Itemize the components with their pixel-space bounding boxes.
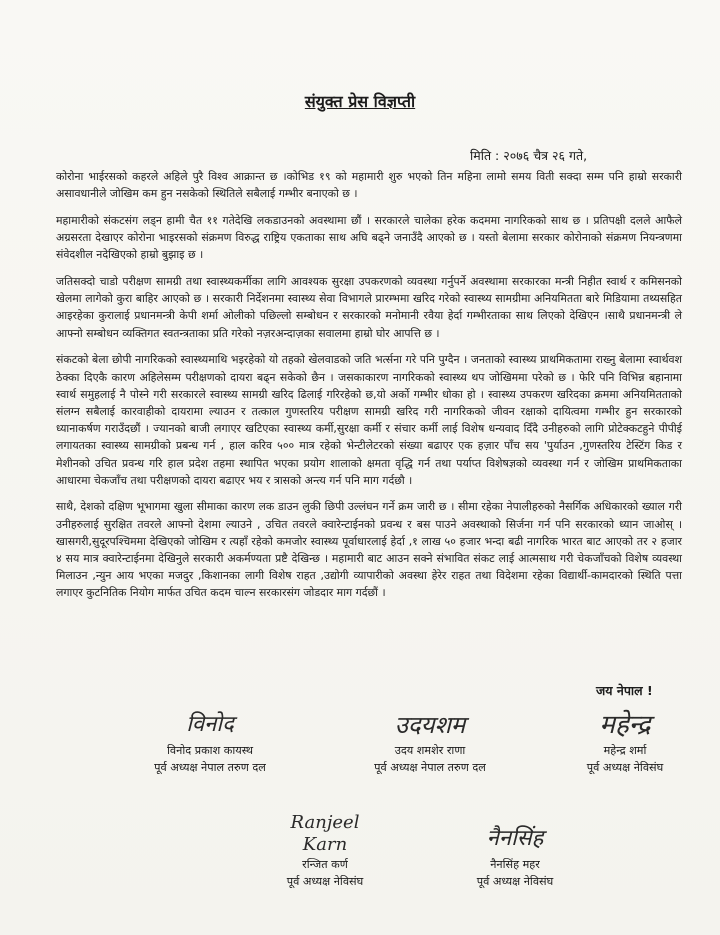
handwritten-signature: विनोद bbox=[186, 712, 234, 737]
document-title: संयुक्त प्रेस विज्ञप्ती bbox=[304, 92, 416, 111]
signatory-role: पूर्व अध्यक्ष नेपाल तरुण दल bbox=[154, 761, 266, 774]
paragraph: महामारीको संकटसंग लड्न हामी चैत ११ गतेदेखि लकडाउनको अवस्थामा छौं । सरकारले चालेका हरेक कदममा नागरिकको साथ छ । प्रतिपक्षी दलले आफैले अग्रसरता देखाएर कोरोना भाइरसको संक्रमण विरुद्ध राष्ट्रिय एकताका साथ अघि बढ्ने जनाउँदै आएको छ । यस्तो बेलामा सरकार कोरोनाको संक्रमण नियन्त्रणमा संवेदशील नदेखिएको हाम्रो बुझाइ छ । bbox=[56, 213, 682, 262]
signatory-name: उदय शमशेर राणा bbox=[394, 744, 466, 757]
paragraph: जतिसक्दो चाडो परीक्षण सामग्री तथा स्वास्थ्यकर्मीका लागि आवश्यक सुरक्षा उपकरणको व्यवस्था गर्नुपर्ने अवस्थामा सरकारका मन्त्री निहीत स्वार्थ र कमिसनको खेलमा लागेको कुरा बाहिर आएको छ । सरकारी निर्देशनमा स्वास्थ्य सेवा विभागले प्रारम्भमा खरिद गरेको स्वास्थ्य सामग्रीमा अनियमितता बारे मिडियामा तथ्यसहित आइरहेका कुरालाई प्रधानमन्त्री केपी शर्मा ओलीको पछिल्लो सम्बोधन र सरकारको मनोमानी रवैया हेर्दा गम्भीरताका साथ लिएको देखिएन ।साथै प्रधानमन्त्री ले आफ्नो सम्बोधन व्यक्तिगत स्वतन्त्रताका प्रति गरेको नज़रअन्दाज़का सवालमा हाम्रो घोर आपत्ति छ । bbox=[56, 275, 682, 340]
sign-off: जय नेपाल ! bbox=[596, 683, 653, 698]
handwritten-signature: Ranjeel Karn bbox=[290, 812, 360, 855]
signatory-role: पूर्व अध्यक्ष नेविसंघ bbox=[476, 875, 554, 888]
signatory-block bbox=[110, 708, 310, 776]
paragraph: साथै, देशको दक्षिण भूभागमा खुला सीमाका कारण लक डाउन लुकी छिपी उल्लंघन गर्ने क्रम जारी छ । सीमा रहेका नेपालीहरुको नैसर्गिक अधिकारको ख्याल गरी उनीहरुलाई सुरक्षित तवरले आफ्नो देशमा ल्याउने , उचित तवरले क्वारेन्टाईनको प्रवन्ध र बस पाउने अवस्थाको सिर्जना गर्न पनि सरकारको ध्यान जाओस् । खासगरी,सुदूरपश्चिममा देखिएको जोखिम र त्यहाँ रहेको कमजोर स्वास्थ्य पूर्वाधारलाई हेर्दा ,१ लाख ५० हजार भन्दा बढी नागरिक भारत बाट आएको तर २ हजार ४ सय मात्र क्वारेन्टाईनमा देखिनुले सरकारी अकर्मण्यता प्रष्टै देखिन्छ । महामारी बाट आउन सक्ने संभावित संकट लाई आत्मसाथ गरी चेकजाँचको विशेष व्यवस्था मिलाउन ,न्युन आय भएका मजदुर ,किशानका लागी विशेष राहत ,उद्योगी व्यापारीको अवस्था हेरेर राहत तथा विदेशमा रहेका विद्यार्थी-कामदारको स्थिति पत्ता लगाएर कुटनितिक नियोग मार्फत उचित कदम चाल्न सरकारसंग जोडदार माग गर्दछौं । bbox=[56, 500, 683, 600]
signatory-role: पूर्व अध्यक्ष नेपाल तरुण दल bbox=[374, 761, 486, 774]
signatory-name: नैनसिंह महर bbox=[490, 858, 540, 871]
signatory-block bbox=[550, 708, 700, 776]
handwritten-signature: महेन्द्र bbox=[599, 710, 651, 740]
date-line: मिति : २०७६ चैत्र २६ गते, bbox=[470, 148, 588, 163]
signatory-block bbox=[420, 822, 610, 890]
signatory-name: रन्जित कर्ण bbox=[302, 858, 348, 871]
handwritten-signature: उदयशम bbox=[394, 711, 466, 739]
handwritten-signature: नैनसिंह bbox=[486, 826, 544, 851]
signatory-name: महेन्द्र शर्मा bbox=[603, 744, 647, 757]
signatory-block bbox=[240, 812, 410, 890]
signatory-block bbox=[340, 708, 520, 776]
document-body bbox=[56, 168, 682, 611]
paragraph: संकटको बेला छोपी नागरिकको स्वास्थ्यमाथि भइरहेको यो तहको खेलवाडको जति भर्त्सना गरे पनि पुग्दैन । जनताको स्वास्थ्य प्राथमिकतामा राख्नु बेलामा स्वार्थवश ठेक्का दिएकै कारण अहिलेसम्म परीक्षणको दायरा बढ्न सकेको छैन । जसकाकारण नागरिकको स्वास्थ्य थप जोखिममा परेको छ । फेरि पनि विभिन्न बहानामा स्वार्थ समुहलाई नै पोस्ने गरी सरकारले स्वास्थ्य सामग्री खरिद ढिलाई गरिरहेको छ,यो अर्को गम्भीर धोका हो । स्वास्थ्य उपकरण खरिदका क्रममा अनियमितताको संलग्न सबैलाई कारवाहीको दायरामा ल्याउन र तत्काल गुणस्तरिय परीक्षण सामग्री खरिद गरी नागरिकको जीवन रक्षाको दायित्वमा गम्भीर हुन सरकारको ध्यानाकर्षण गराउँदछौं । ज्यानको बाजी लगाएर खटिएका स्वास्थ्य कर्मी,सुरक्षा कर्मी र संचार कर्मी लाई विशेष धन्यवाद दिँदै उनीहरुको लागि प्रोटेक्कटहुने पीपीई लगायतका स्वास्थ्य सामग्रीको प्रबन्ध गर्न , हाल करिव ५०० मात्र रहेको भेन्टीलेटरको संख्या बढाएर एक हज़ार पाँच सय 'पुर्याउन ,गुणस्तरिय टेस्टिंग किड र मेशीनको उचित प्रवन्ध गरि हाल प्रदेश तहमा स्थापित भएका प्रयोग शालाको क्षमता वृद्धि गर्न तथा पर्याप्त विशेषज्ञको व्यवस्था गर्न र जोखिम प्राथमिकताका आधारमा चेकजाँच तथा परीक्षणको दायरा बढाएर भय र त्रासको अन्त्य गर्न पनि माग गर्दछौ । bbox=[56, 353, 682, 487]
signatory-role: पूर्व अध्यक्ष नेविसंघ bbox=[286, 875, 364, 888]
signatory-name: विनोद प्रकाश कायस्थ bbox=[167, 744, 253, 757]
paragraph: कोरोना भाईरसको कहरले अहिले पुरै विश्व आक्रान्त छ ।कोभिड १९ को महामारी शुरु भएको तिन महिना लामो समय विती सक्दा सम्म पनि हाम्रो सरकारी असावधानीले जोखिम कम हुन नसकेको स्थितिले सबैलाई गम्भीर बनाएको छ । bbox=[56, 170, 682, 201]
signatory-role: पूर्व अध्यक्ष नेविसंघ bbox=[586, 761, 664, 774]
